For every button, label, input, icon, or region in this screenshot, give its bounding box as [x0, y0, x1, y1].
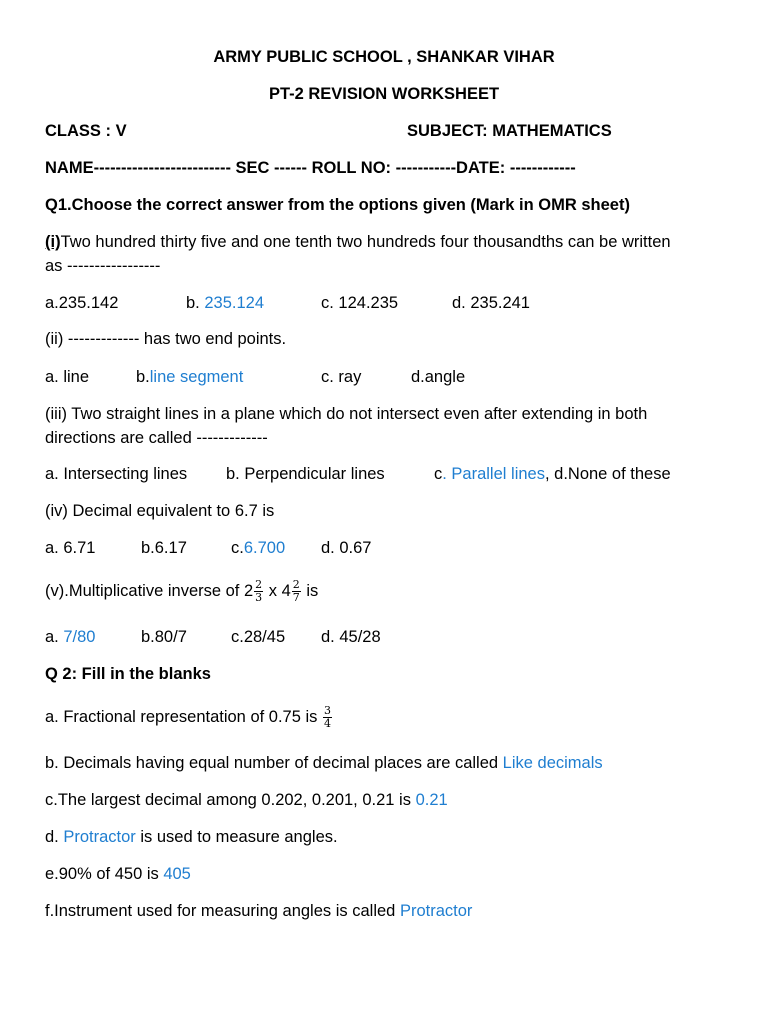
fraction-numerator: 2 [255, 578, 263, 592]
q2-e-text: e.90% of 450 is [45, 865, 164, 883]
school-name: ARMY PUBLIC SCHOOL , SHANKAR VIHAR [213, 48, 555, 66]
q1-i-option-c: c. 124.235 [321, 294, 399, 312]
q1-i-number: (i) [45, 233, 61, 251]
q1-i-answer: 235.124 [204, 294, 265, 312]
q2-c-text: c.The largest decimal among 0.202, 0.201, 0.21 is [45, 791, 416, 809]
q2-title: Q 2: Fill in the blanks [45, 665, 211, 683]
q1-v-option-b: b.80/7 [141, 628, 187, 646]
q2-item-d [45, 827, 338, 847]
q2-b-text: b. Decimals having equal number of decimal places are called [45, 754, 503, 772]
q1-iv-answer: 6.700 [243, 539, 286, 557]
q1-ii-text: (ii) ------------- has two end points. [45, 330, 287, 348]
q1-title: Q1.Choose the correct answer from the options given (Mark in OMR sheet) [45, 196, 630, 214]
q2-item-c [45, 790, 448, 810]
option-prefix: b. [186, 294, 205, 312]
q1-iv-option-c [231, 538, 285, 558]
q1-i-text-line2: as ----------------- [45, 257, 161, 275]
option-prefix: c [434, 465, 443, 483]
q1-iv-text: (iv) Decimal equivalent to 6.7 is [45, 502, 275, 520]
q2-a-text: a. Fractional representation of 0.75 is [45, 708, 322, 726]
class-label: CLASS : V [45, 122, 127, 140]
q1-v-suffix: is [301, 582, 319, 600]
q1-i-text-line1: Two hundred thirty five and one tenth two hundreds four thousandths can be written [60, 233, 671, 251]
fraction-two-sevenths [292, 579, 301, 604]
q2-f-answer: Protractor [399, 902, 473, 920]
q1-iii-option-c [434, 464, 671, 484]
fraction-numerator: 2 [292, 578, 300, 592]
q2-item-e [45, 864, 191, 884]
q1-iii-option-a: a. Intersecting lines [45, 465, 188, 483]
fraction-denominator: 7 [292, 591, 300, 605]
q1-iii-text-line2: directions are called ------------- [45, 429, 268, 447]
q1-v-text [45, 574, 318, 608]
q1-iv-option-d: d. 0.67 [321, 539, 372, 557]
fraction-numerator: 3 [324, 704, 331, 718]
fraction-two-thirds [254, 579, 263, 604]
q1-v-answer: 7/80 [63, 628, 96, 646]
worksheet-title: PT-2 REVISION WORKSHEET [268, 85, 500, 103]
q1-iv-option-b: b.6.17 [141, 539, 187, 557]
q1-ii-option-a: a. line [45, 368, 90, 386]
option-prefix: c. [231, 539, 244, 557]
q1-i-text [45, 232, 671, 252]
q2-f-text: f.Instrument used for measuring angles is called [45, 902, 400, 920]
name-line: NAME------------------------- SEC ------ ROLL NO: -----------DATE: ------------ [45, 159, 576, 177]
fraction-denominator: 4 [324, 717, 331, 731]
q2-e-answer: 405 [163, 865, 191, 883]
q2-item-a [45, 700, 333, 734]
q1-ii-option-c: c. ray [321, 368, 362, 386]
q1-ii-option-d: d.angle [411, 368, 466, 386]
option-prefix: b. [136, 368, 150, 386]
q1-v-mid: x 4 [264, 582, 291, 600]
q1-ii-option-b [136, 367, 243, 387]
option-prefix: a. [45, 628, 64, 646]
q2-item-b [45, 753, 603, 773]
q1-v-option-a [45, 627, 95, 647]
q2-c-answer: 0.21 [415, 791, 448, 809]
q2-d-prefix: d. [45, 828, 64, 846]
q1-i-option-a: a.235.142 [45, 294, 119, 312]
q2-item-f [45, 901, 472, 921]
subject-label: SUBJECT: MATHEMATICS [407, 122, 612, 140]
q1-i-option-d: d. 235.241 [452, 294, 530, 312]
q1-v-option-c: c.28/45 [231, 628, 286, 646]
q1-iii-answer: . Parallel lines [442, 465, 545, 483]
q1-iii-text-line1: (iii) Two straight lines in a plane which do not intersect even after extending in both [45, 405, 648, 423]
fraction-denominator: 3 [255, 591, 263, 605]
q2-d-answer: Protractor [63, 828, 136, 846]
q1-i-option-b [186, 293, 264, 313]
q1-iv-option-a: a. 6.71 [45, 539, 96, 557]
q2-d-text: is used to measure angles. [135, 828, 338, 846]
q2-b-answer: Like decimals [502, 754, 603, 772]
q1-v-option-d: d. 45/28 [321, 628, 381, 646]
q1-iii-option-d: , d.None of these [544, 465, 671, 483]
q1-ii-answer: line segment [149, 368, 244, 386]
fraction-three-quarters [323, 705, 332, 730]
q1-iii-option-b: b. Perpendicular lines [226, 465, 385, 483]
q1-v-prefix: (v).Multiplicative inverse of 2 [45, 582, 254, 600]
